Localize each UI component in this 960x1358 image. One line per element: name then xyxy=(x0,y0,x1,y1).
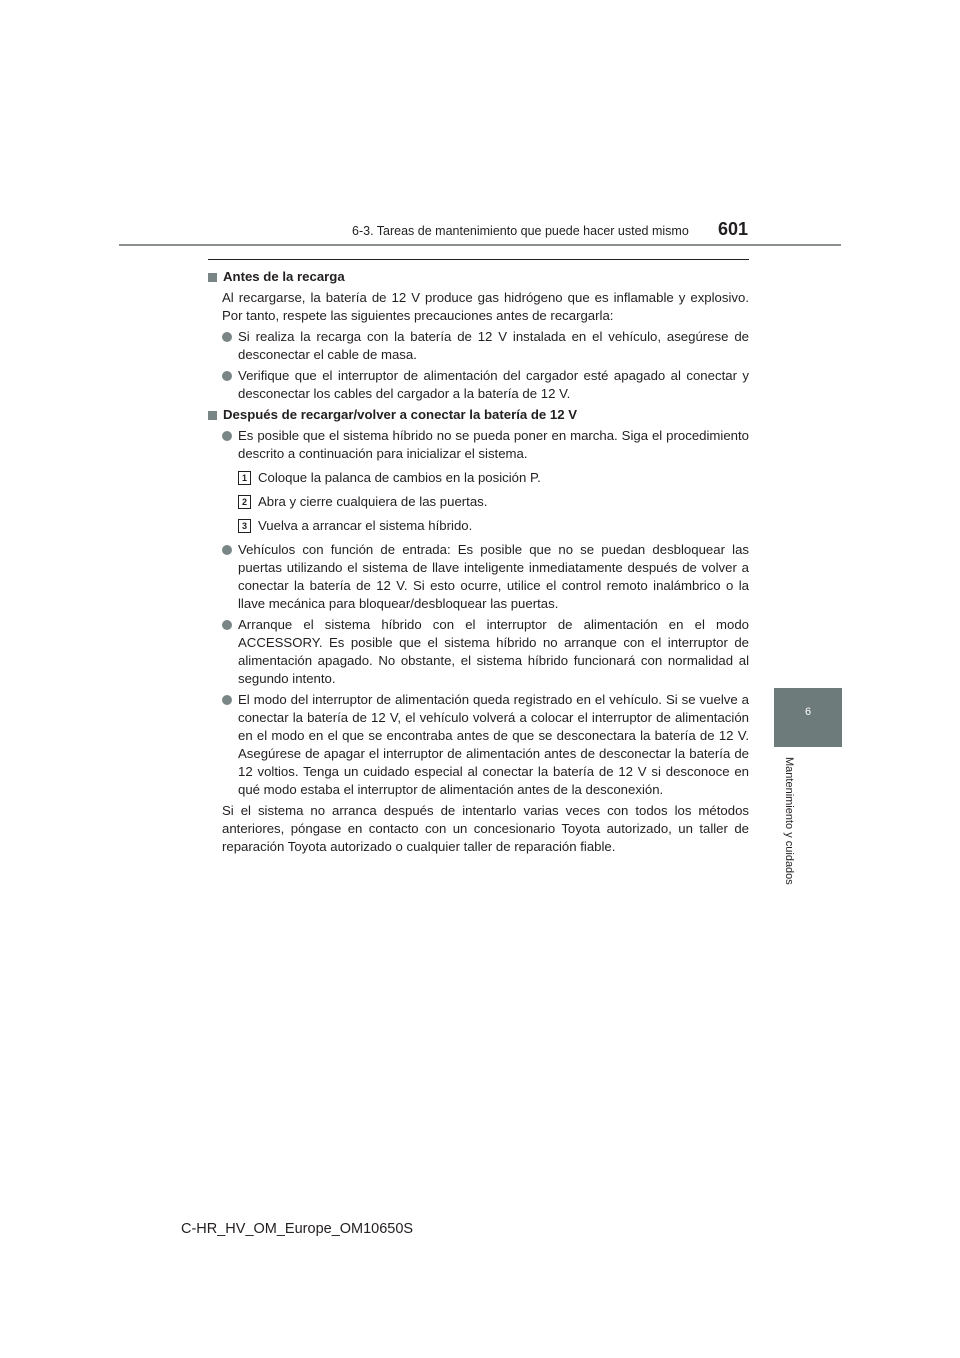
bullet-text: Verifique que el interruptor de alimentación del cargador esté apagado al conectar y desconectar los cables del cargador a la batería de 12 V. xyxy=(238,368,749,401)
heading-text: Después de recargar/volver a conectar la batería de 12 V xyxy=(223,407,578,422)
step-item xyxy=(238,517,749,535)
bullet-text: Vehículos con función de entrada: Es posible que no se puedan desbloquear las puertas utilizando el sistema de llave inteligente inmediatamente después de volver a conectar la batería de 12 V. Si esto ocurre, utilice el control remoto inalámbrico o la llave mecánica para bloquear/desbloquear las puertas. xyxy=(238,542,749,611)
chapter-label-container xyxy=(783,757,801,917)
header-divider xyxy=(119,244,841,246)
list-item xyxy=(222,427,749,463)
step-item xyxy=(238,493,749,511)
chapter-label: Mantenimiento y cuidados xyxy=(783,757,795,885)
step-text: Coloque la palanca de cambios en la posición P. xyxy=(258,470,541,485)
circle-bullet-icon xyxy=(222,332,232,342)
intro-paragraph: Al recargarse, la batería de 12 V produce gas hidrógeno que es inflamable y explosivo. Por tanto, respete las siguientes precauciones antes de recargarla: xyxy=(222,290,749,323)
list-item xyxy=(222,367,749,403)
heading-before-charging xyxy=(208,268,749,286)
square-bullet-icon xyxy=(208,273,217,282)
square-bullet-icon xyxy=(208,411,217,420)
list-item xyxy=(222,541,749,613)
step-number-box: 1 xyxy=(238,471,251,485)
circle-bullet-icon xyxy=(222,545,232,555)
chapter-number: 6 xyxy=(804,706,812,718)
step-item xyxy=(238,469,749,487)
heading-after-charging xyxy=(208,406,749,424)
section-title: 6-3. Tareas de mantenimiento que puede hacer usted mismo xyxy=(352,224,689,238)
bullet-text: El modo del interruptor de alimentación queda registrado en el vehículo. Si se vuelve a conectar la batería de 12 V, el vehículo volverá a colocar el interruptor de alimentación en el modo en el que se encontraba antes de que se desconectara la batería de 12 V. Asegúrese de apagar el interruptor de alimentación antes de desconectar la batería de 12 voltios. Tenga un cuidado especial al conectar la batería de 12 V si desconoce en qué modo estaba el interruptor de alimentación antes de la desconexión. xyxy=(238,692,749,797)
list-item xyxy=(222,328,749,364)
list-item xyxy=(222,691,749,799)
bullet-text: Es posible que el sistema híbrido no se pueda poner en marcha. Siga el procedimiento descrito a continuación para inicializar el sistema. xyxy=(238,428,749,461)
content-divider xyxy=(208,259,749,260)
closing-paragraph: Si el sistema no arranca después de intentarlo varias veces con todos los métodos anteriores, póngase en contacto con un concesionario Toyota autorizado, un taller de reparación Toyota autorizado o cualquier taller de reparación fiable. xyxy=(222,803,749,854)
step-number-box: 3 xyxy=(238,519,251,533)
circle-bullet-icon xyxy=(222,620,232,630)
main-content xyxy=(208,266,749,859)
circle-bullet-icon xyxy=(222,431,232,441)
bullet-text: Si realiza la recarga con la batería de 12 V instalada en el vehículo, asegúrese de desconectar el cable de masa. xyxy=(238,329,749,362)
chapter-tab xyxy=(774,688,842,747)
heading-text: Antes de la recarga xyxy=(223,269,345,284)
step-text: Abra y cierre cualquiera de las puertas. xyxy=(258,494,488,509)
circle-bullet-icon xyxy=(222,695,232,705)
step-number-box: 2 xyxy=(238,495,251,509)
document-code: C-HR_HV_OM_Europe_OM10650S xyxy=(181,1221,414,1237)
circle-bullet-icon xyxy=(222,371,232,381)
list-item xyxy=(222,616,749,688)
step-text: Vuelva a arrancar el sistema híbrido. xyxy=(258,518,473,533)
bullet-text: Arranque el sistema híbrido con el interruptor de alimentación en el modo ACCESSORY. Es posible que el sistema híbrido no arranque con el interruptor de alimentación apagado. No obstante, el sistema híbrido funcionará con normalidad al segundo intento. xyxy=(238,617,749,686)
page-number: 601 xyxy=(718,219,749,239)
